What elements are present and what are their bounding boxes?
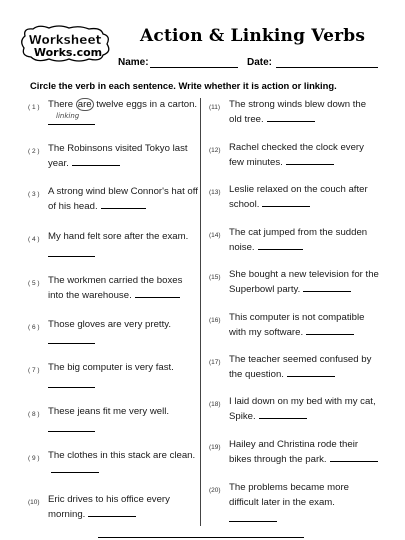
answer-blank-12[interactable] <box>286 156 334 165</box>
question-text <box>229 267 381 297</box>
question-number: ( 3 ) <box>28 191 40 198</box>
question-number: ( 4 ) <box>28 236 40 243</box>
question-text-content: The teacher seemed confused by the question. <box>229 354 372 380</box>
question-number: (20) <box>209 487 221 494</box>
question-number: (14) <box>209 232 221 239</box>
handwritten-answer: linking <box>56 112 80 120</box>
question-text-content: These jeans fit me very well. <box>48 406 170 417</box>
question-text <box>229 310 381 340</box>
answer-blank-4[interactable] <box>48 256 95 257</box>
question-text <box>48 317 198 332</box>
question-number: ( 9 ) <box>28 455 40 462</box>
answer-blank-18[interactable] <box>259 410 307 419</box>
answer-blank-10[interactable] <box>88 508 136 517</box>
question-text-content: Rachel checked the clock every few minutes. <box>229 142 364 168</box>
instructions: Circle the verb in each sentence. Write whether it is action or linking. <box>30 80 337 91</box>
example-text-before: There <box>48 99 76 110</box>
answer-blank-19[interactable] <box>330 453 378 462</box>
answer-blank-20[interactable] <box>229 521 277 522</box>
question-number: ( 5 ) <box>28 280 40 287</box>
question-text <box>48 97 198 112</box>
question-number: ( 8 ) <box>28 411 40 418</box>
question-number: (10) <box>28 499 40 506</box>
question-text-content: The workmen carried the boxes into the warehouse. <box>48 275 183 301</box>
date-label: Date: <box>247 57 273 68</box>
question-text <box>229 140 381 170</box>
question-text-content: Eric drives to his office every morning. <box>48 494 170 520</box>
question-number: (15) <box>209 274 221 281</box>
answer-blank-16[interactable] <box>306 326 354 335</box>
question-text <box>48 404 198 419</box>
question-number: (18) <box>209 401 221 408</box>
question-text-content: The clothes in this stack are clean. <box>48 450 196 461</box>
answer-blank-7[interactable] <box>48 387 95 388</box>
question-text <box>48 492 198 522</box>
footer-line <box>98 537 304 538</box>
circled-verb: are <box>77 99 92 110</box>
question-number: (12) <box>209 147 221 154</box>
question-number: ( 7 ) <box>28 367 40 374</box>
question-text-content: The big computer is very fast. <box>48 362 174 373</box>
question-number: (19) <box>209 444 221 451</box>
answer-blank-14[interactable] <box>258 241 303 250</box>
name-field[interactable] <box>150 67 238 68</box>
name-label: Name: <box>118 57 149 68</box>
answer-blank-5[interactable] <box>135 289 180 298</box>
question-text-content: The Robinsons visited Tokyo last year. <box>48 143 188 169</box>
question-number: ( 2 ) <box>28 148 40 155</box>
question-text <box>229 480 381 510</box>
answer-blank-9[interactable] <box>51 464 99 473</box>
question-text-content: She bought a new television for the Superbowl party. <box>229 269 379 295</box>
question-text <box>48 229 198 244</box>
question-text-content: Hailey and Christina rode their bikes through the park. <box>229 439 359 465</box>
question-text-content: Leslie relaxed on the couch after school. <box>229 184 368 210</box>
question-text <box>229 394 381 424</box>
question-text <box>48 184 198 214</box>
question-text-content: The strong winds blew down the old tree. <box>229 99 367 125</box>
question-text <box>229 437 381 467</box>
question-number: ( 1 ) <box>28 104 40 111</box>
question-text <box>48 273 198 303</box>
page-title: Action & Linking Verbs <box>140 26 366 46</box>
question-text <box>229 352 381 382</box>
column-divider <box>200 98 201 526</box>
question-text-content: The problems became more difficult later in the exam. <box>229 482 349 508</box>
logo-text-line1: Worksheet <box>28 33 102 47</box>
question-text-content: This computer is not compatible with my software. <box>229 312 365 338</box>
answer-blank-11[interactable] <box>267 113 315 122</box>
question-text-content: My hand felt sore after the exam. <box>48 231 189 242</box>
answer-blank-8[interactable] <box>48 431 95 432</box>
worksheetworks-logo <box>19 24 115 64</box>
question-text-content: I laid down on my bed with my cat, Spike. <box>229 396 376 422</box>
question-text-content: The cat jumped from the sudden noise. <box>229 227 368 253</box>
answer-blank-15[interactable] <box>303 283 351 292</box>
answer-blank-1[interactable] <box>48 124 95 125</box>
question-text <box>48 360 198 375</box>
answer-blank-13[interactable] <box>262 198 310 207</box>
answer-blank-17[interactable] <box>287 368 335 377</box>
question-number: (16) <box>209 317 221 324</box>
question-text <box>229 97 381 127</box>
question-text-content: Those gloves are very pretty. <box>48 319 171 330</box>
question-number: (11) <box>209 104 221 111</box>
date-field[interactable] <box>276 67 378 68</box>
logo-text-line2: Works.com <box>33 46 103 59</box>
answer-blank-3[interactable] <box>101 200 146 209</box>
question-text <box>229 225 381 255</box>
question-number: (13) <box>209 189 221 196</box>
question-text <box>48 141 198 171</box>
question-text <box>48 448 198 478</box>
question-number: (17) <box>209 359 221 366</box>
question-number: ( 6 ) <box>28 324 40 331</box>
question-text-content: A strong wind blew Connor's hat off of his head. <box>48 186 198 212</box>
example-text-after: twelve eggs in a carton. <box>93 99 198 110</box>
answer-blank-2[interactable] <box>72 157 120 166</box>
question-text <box>229 182 381 212</box>
answer-blank-6[interactable] <box>48 343 95 344</box>
